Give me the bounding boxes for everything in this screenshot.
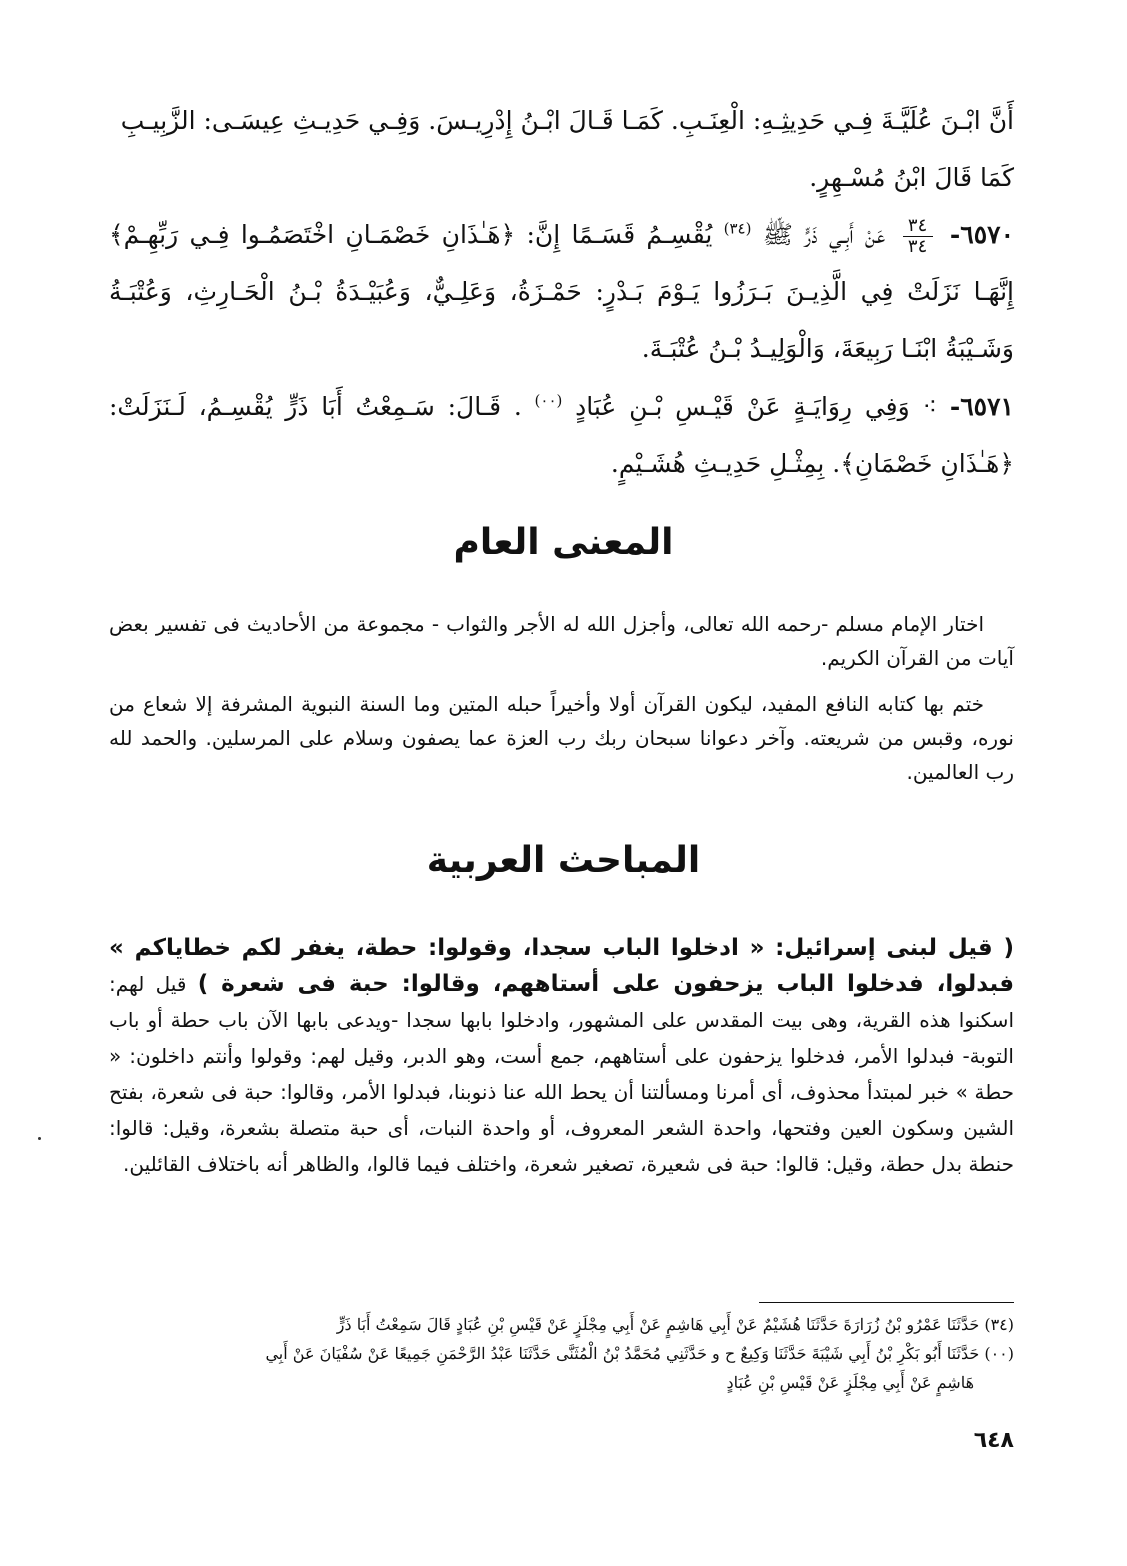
- general-meaning-section: [109, 607, 1014, 789]
- hadith-6571: [109, 378, 1014, 492]
- scan-speck: [38, 1137, 41, 1140]
- footnotes: [109, 1310, 1014, 1397]
- paragraph: اختار الإمام مسلم -رحمه الله تعالى، وأجزل الله له الأجر والثواب - مجموعة من الأحاديث فى تفسير بعض آيات من القرآن الكريم.: [109, 612, 1014, 670]
- footnote-divider: [759, 1302, 1014, 1303]
- explanation-text: قيل لهم: اسكنوا هذه القرية، وهى بيت المقدس على المشهور، وادخلوا بابها سجدا -ويدعى بابها الآن باب حطة أو باب التوبة- فبدلوا الأمر، فدخلوا يزحفون على أستاههم، جمع أست، وهو الدبر، وقيل لهم: وقولوا وأنتم داخلون: « حطة » خبر لمبتدأ محذوف، أى أمرنا ومسألتنا أن يحط الله عنا ذنوبنا، فبدلوا الأمر، وقالوا: حبة فى شعرة، بفتح الشين وسكون العين وفتحها، واحدة الشعر المعروف، أو واحدة النبات، أى حبة متصلة بشعرة، وقيل: قالوا: حنطة بدل حطة، وقيل: قالوا: حبة فى شعيرة، تصغير شعرة، واختلف فيما قالوا، والظاهر أنه باختلاف القائلين.: [109, 972, 1014, 1176]
- hadith-text-start: وَفِي رِوَايَـةٍ عَنْ قَيْـسِ بْـنِ عُبَادٍ: [575, 392, 910, 421]
- hadith-reference-mark: ⁖: [922, 392, 938, 421]
- reference-top: ٣٤: [907, 215, 928, 236]
- quoted-verse: ( قيل لبنى إسرائيل: « ادخلوا الباب سجدا، وقولوا: حطة، يغفر لكم خطاياكم » فبدلوا، فدخلوا الباب يزحفون على أستاههم، وقالوا: حبة فى شعرة ): [109, 935, 1014, 997]
- continuation-line-1: أَنَّ ابْـنَ عُلَيَّـةَ فِـي حَدِيثِـهِ: الْعِنَـبِ. كَمَـا قَـالَ ابْـنُ إِدْرِيـسَ. وَفِـي حَدِيـثِ عِيسَـى: الزَّبِيـبِ: [120, 106, 1014, 135]
- continuation-line-2: كَمَا قَالَ ابْنُ مُسْـهِرٍ.: [809, 163, 1014, 192]
- section-heading-arabic-topics: المباحث العربية: [426, 840, 701, 881]
- paragraph: ختم بها كتابه النافع المفيد، ليكون القرآن أولا وأخيراً حبله المتين وما السنة النبوية المشرفة إلا شعاع من نوره، وقبس من شريعته. وآخر دعوانا سبحان ربك رب العزة عما يصفون وسلام على المرسلين. والحمد لله رب العالمين.: [109, 692, 1014, 784]
- reference-bottom: ٣٤: [907, 236, 928, 257]
- footnote-00: (٠٠) حَدَّثَنَا أَبُو بَكْرِ بْنُ أَبِي شَيْبَةَ حَدَّثَنَا وَكِيعٌ ح و حَدَّثَنِي مُحَمَّدُ بْنُ الْمُثَنَّى حَدَّثَنَا عَبْدُ الرَّحْمَنِ جَمِيعًا عَنْ سُفْيَانَ عَنْ أَبِي: [265, 1344, 1014, 1363]
- hadith-text-start: عَنْ أَبِـي ذَرٍّ ﷺ: [762, 220, 886, 249]
- section-heading-general-meaning: المعنى العام: [453, 522, 674, 563]
- footnote-marker: (٠٠): [534, 391, 563, 410]
- footnote-00-continuation: هَاشِمٍ عَنْ أَبِي مِجْلَزٍ عَنْ قَيْسِ بْنِ عُبَادٍ: [726, 1373, 974, 1392]
- hadith-reference: [903, 216, 933, 257]
- footnote-marker: (٣٤): [723, 219, 752, 238]
- hadith-text: . قَـالَ: سَـمِعْتُ أَبَا ذَرٍّ يُقْسِـمُ، لَـنَزَلَتْ: ﴿هَـٰذَانِ خَصْمَانِ﴾. بِمِثْـلِ حَدِيـثِ هُشَـيْمٍ.: [109, 392, 1014, 478]
- hadith-number: ٦٥٧٠-: [949, 220, 1014, 249]
- footnote-34: (٣٤) حَدَّثَنَا عَمْرُو بْنُ زُرَارَةَ حَدَّثَنَا هُشَيْمٌ عَنْ أَبِي هَاشِمٍ عَنْ أَبِي مِجْلَزٍ عَنْ قَيْسِ بْنِ عُبَادٍ قَالَ سَمِعْتُ أَبَا ذَرٍّ: [336, 1315, 1014, 1334]
- hadith-continuation: [109, 92, 1014, 206]
- arabic-topics-section: [109, 930, 1014, 1182]
- hadith-6570: [109, 206, 1014, 377]
- hadith-text: يُقْسِـمُ قَسَـمًا إِنَّ: ﴿هَـٰذَانِ خَصْمَـانِ اخْتَصَمُـوا فِـي رَبِّهِـمْ﴾ إِنَّهَـا نَزَلَتْ فِي الَّذِيـنَ بَـرَزُوا يَـوْمَ بَـدْرٍ: حَمْـزَةُ، وَعَلِـيٌّ، وَعُبَيْـدَةُ بْـنُ الْحَـارِثِ، وَعُتْبَـةُ وَشَـيْبَةُ ابْنَـا رَبِيعَةَ، وَالْوَلِيـدُ بْـنُ عُتْبَـةَ.: [109, 220, 1014, 363]
- hadith-number: ٦٥٧١-: [949, 392, 1014, 421]
- page-number: ٦٤٨: [973, 1428, 1014, 1453]
